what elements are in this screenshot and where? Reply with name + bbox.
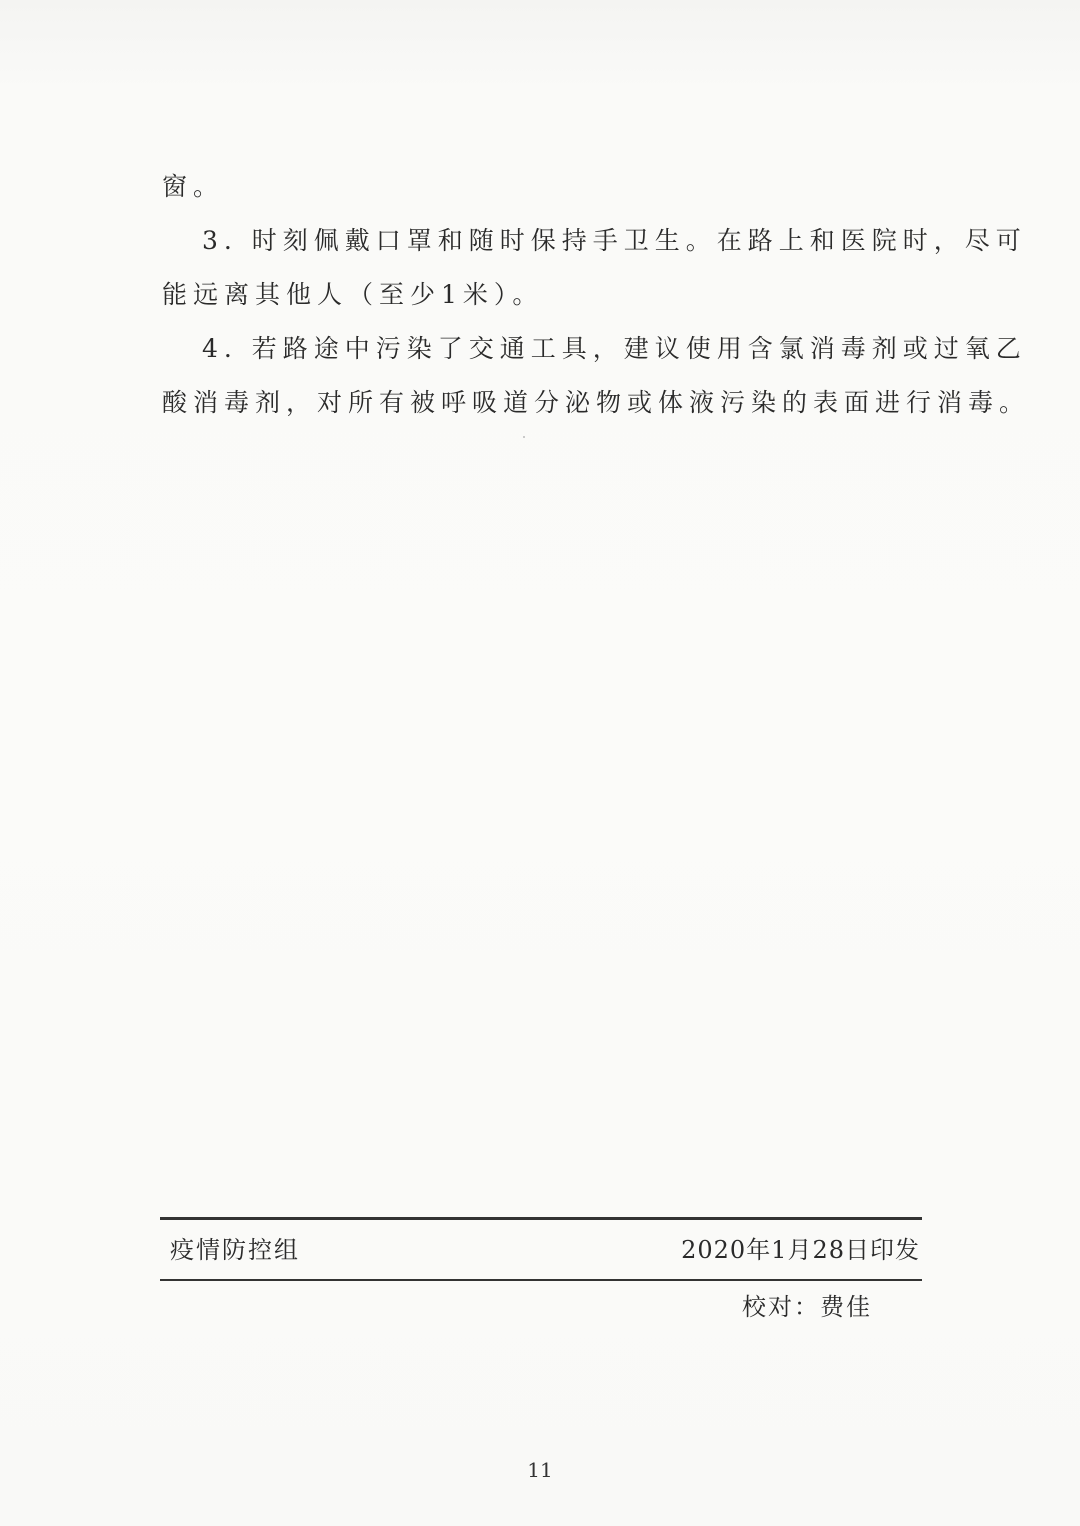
body-line-1: 窗。 (162, 172, 225, 201)
issuer-label: 疫情防控组 (170, 1236, 300, 1264)
footer-bottom-rule (160, 1279, 922, 1281)
body-line-3: 能远离其他人（至少1米）。 (162, 280, 544, 309)
scan-speck (523, 436, 525, 438)
page-number: 11 (527, 1458, 553, 1482)
body-line-2: 3. 时刻佩戴口罩和随时保持手卫生。在路上和医院时，尽可 (202, 226, 1027, 255)
body-line-4: 4. 若路途中污染了交通工具，建议使用含氯消毒剂或过氧乙 (202, 334, 1027, 363)
body-line-5: 酸消毒剂，对所有被呼吸道分泌物或体液污染的表面进行消毒。 (162, 388, 1031, 417)
footer-top-rule (160, 1217, 922, 1220)
proofread-label: 校对：费佳 (742, 1293, 872, 1321)
issue-date: 2020年1月28日印发 (681, 1236, 920, 1264)
